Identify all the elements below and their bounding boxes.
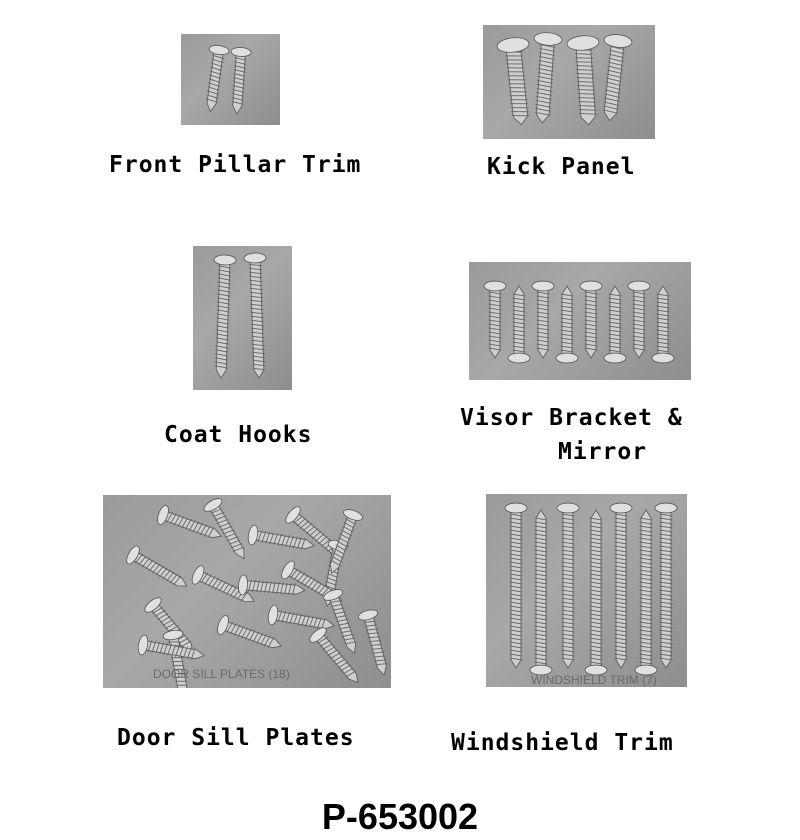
coat-hooks-screws (193, 246, 292, 390)
door-sill-bag-label: DOOR SILL PLATES (18) (153, 667, 290, 681)
screw-icon (484, 281, 506, 358)
coat-hooks-label: Coat Hooks (164, 422, 313, 448)
kick-panel-photo (483, 25, 655, 139)
screw-icon (528, 32, 562, 124)
windshield-bag-label: WINDSHIELD TRIM (7) (531, 673, 657, 687)
screw-icon (357, 608, 391, 677)
screw-icon (530, 510, 552, 675)
visor-bracket-label: Visor Bracket & (460, 405, 683, 431)
screw-icon (567, 35, 605, 126)
screw-icon (210, 255, 236, 379)
screw-icon (508, 286, 530, 363)
screw-icon (628, 281, 650, 358)
front-pillar-trim-screws (181, 34, 280, 125)
screw-icon (244, 253, 270, 379)
screw-icon (585, 510, 607, 675)
visor-bracket-photo (469, 262, 691, 380)
part-number: P-653002 (321, 796, 479, 837)
screw-icon (604, 286, 626, 363)
screw-icon (307, 625, 365, 688)
kick-panel-screws (483, 25, 655, 139)
visor-bracket-label-line2: Mirror (558, 439, 648, 465)
screw-icon (557, 503, 579, 668)
front-pillar-trim-photo (181, 34, 280, 125)
screw-icon (496, 36, 537, 126)
screw-icon (580, 281, 602, 358)
screw-icon (652, 286, 674, 363)
screw-icon (596, 33, 633, 122)
screw-icon (635, 510, 657, 675)
screw-icon (556, 286, 578, 363)
windshield-trim-photo (486, 494, 687, 687)
screw-icon (655, 503, 677, 668)
screw-icon (532, 281, 554, 358)
screw-icon (200, 44, 229, 113)
screw-icon (610, 503, 632, 668)
kick-panel-label: Kick Panel (487, 154, 636, 180)
door-sill-plates-screws (103, 495, 391, 688)
visor-bracket-screws (469, 262, 691, 380)
windshield-trim-label: Windshield Trim (451, 730, 674, 756)
coat-hooks-photo (193, 246, 292, 390)
screw-icon (505, 503, 527, 668)
screw-icon (124, 544, 192, 595)
door-sill-plates-label: Door Sill Plates (117, 725, 355, 751)
windshield-trim-screws (486, 494, 687, 687)
screw-icon (227, 47, 252, 115)
front-pillar-trim-label: Front Pillar Trim (109, 152, 362, 178)
door-sill-plates-photo (103, 495, 391, 688)
